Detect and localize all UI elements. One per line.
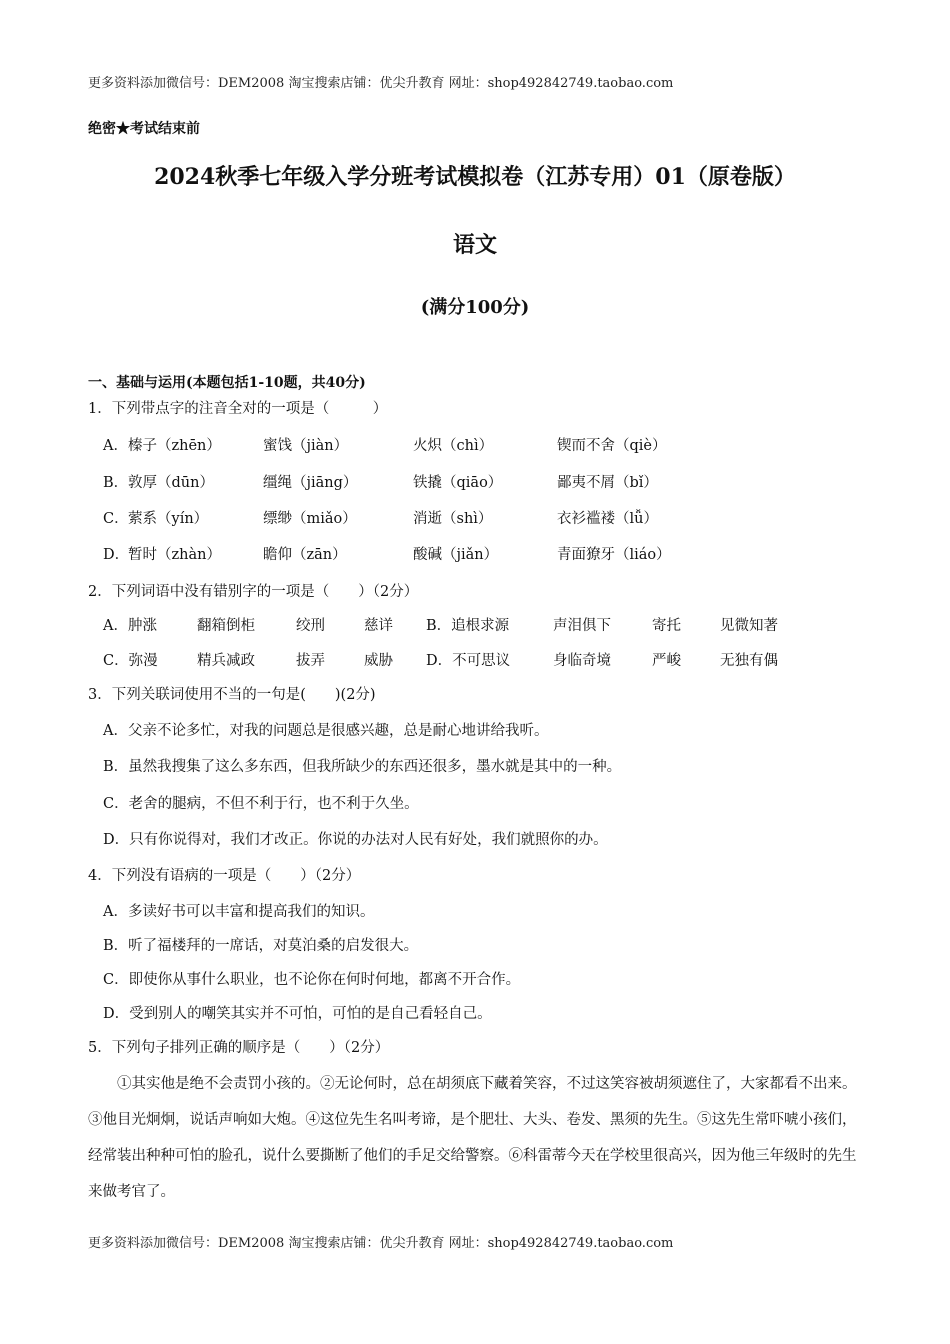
q4-option-b: B．听了福楼拜的一席话，对莫泊桑的启发很大。: [103, 938, 419, 954]
q4-option-a: A．多读好书可以丰富和提高我们的知识。: [103, 904, 375, 920]
q3-option-a: A．父亲不论多忙，对我的问题总是很感兴趣，总是耐心地讲给我听。: [103, 723, 549, 739]
q1-a-4: 锲而不舍（qiè）: [557, 438, 667, 454]
q1-d-label: D．: [103, 547, 130, 563]
q1-a-1: 榛子（zhēn）: [128, 438, 221, 454]
q1-c-4: 衣衫褴褛（lǚ）: [557, 511, 658, 527]
q1-d-4: 青面獠牙（liáo）: [557, 547, 671, 563]
q2-r2-1: 精兵减政: [197, 653, 255, 669]
q2-r1-3: 慈详: [364, 618, 393, 634]
subject-title: 语文: [452, 232, 497, 258]
q2-r1-5: 声泪俱下: [553, 618, 611, 634]
q1-d-2: 瞻仰（zān）: [263, 547, 347, 563]
q2-r1-6: 寄托: [652, 618, 681, 634]
q1-c-2: 缥缈（miǎo）: [263, 511, 357, 527]
question-2-stem: 2．下列词语中没有错别字的一项是（ ）（2分）: [88, 584, 419, 600]
q1-a-label: A．: [103, 438, 128, 454]
full-score: (满分100分): [420, 297, 530, 318]
q1-c-1: 萦系（yín）: [128, 511, 209, 527]
q2-r1-7: 见微知著: [720, 618, 778, 634]
q3-option-d: D．只有你说得对，我们才改正。你说的办法对人民有好处，我们就照你的办。: [103, 832, 608, 848]
q2-r1-0: A．肿涨: [103, 618, 157, 634]
confidential-label: 绝密★考试结束前: [88, 121, 200, 137]
question-3-stem: 3．下列关联词使用不当的一句是( )(2分): [88, 687, 376, 703]
q3-option-b: B．虽然我搜集了这么多东西，但我所缺少的东西还很多，墨水就是其中的一种。: [103, 759, 622, 775]
q1-d-3: 酸碱（jiǎn）: [413, 547, 499, 563]
q1-b-1: 敦厚（dūn）: [128, 475, 214, 491]
question-1-stem: 1．下列带点字的注音全对的一项是（ ）: [88, 401, 388, 417]
exam-title: 2024秋季七年级入学分班考试模拟卷（江苏专用）01（原卷版）: [154, 164, 796, 190]
q1-a-3: 火炽（chì）: [413, 438, 494, 454]
q4-option-d: D．受到别人的嘲笑其实并不可怕，可怕的是自己看轻自己。: [103, 1006, 492, 1022]
q2-r2-3: 威胁: [364, 653, 393, 669]
q1-b-4: 鄙夷不屑（bǐ）: [557, 475, 658, 491]
q2-r2-5: 身临奇境: [553, 653, 611, 669]
q1-b-3: 铁撬（qiāo）: [413, 475, 503, 491]
q2-r2-2: 拔弄: [296, 653, 325, 669]
q2-r1-4: B．追根求源: [426, 618, 510, 634]
q2-r2-6: 严峻: [652, 653, 681, 669]
q4-option-c: C．即使你从事什么职业，也不论你在何时何地，都离不开合作。: [103, 972, 521, 988]
question-5-passage: ①其实他是绝不会责罚小孩的。②无论何时，总在胡须底下藏着笑容，不过这笑容被胡须遮住了，大家都看不出来。③他目光炯炯，说话声响如大炮。④这位先生名叫考谛，是个肥壮、大头、卷发、黑须的先生。⑤这先生常吓唬小孩们，经常装出种种可怕的脸孔，说什么要撕断了他们的手足交给警察。⑥科雷蒂今天在学校里很高兴，因为他三年级时的先生来做考官了。: [88, 1076, 857, 1200]
question-4-stem: 4．下列没有语病的一项是（ ）（2分）: [88, 868, 361, 884]
q1-a-2: 蜜饯（jiàn）: [263, 438, 349, 454]
q1-c-label: C．: [103, 511, 129, 527]
q1-d-1: 暂时（zhàn）: [128, 547, 221, 563]
page-footer: 更多资料添加微信号：DEM2008 淘宝搜索店铺：优尖升教育 网址：shop492842749.taobao.com: [88, 1236, 674, 1251]
q2-r2-4: D．不可思议: [426, 653, 511, 669]
section-heading: 一、基础与运用(本题包括1-10题，共40分): [88, 375, 366, 391]
q1-b-2: 缰绳（jiāng）: [263, 475, 358, 491]
q2-r2-0: C．弥漫: [103, 653, 158, 669]
q2-r2-7: 无独有偶: [720, 653, 778, 669]
q1-c-3: 消逝（shì）: [413, 511, 493, 527]
page-header: 更多资料添加微信号：DEM2008 淘宝搜索店铺：优尖升教育 网址：shop492842749.taobao.com: [88, 76, 674, 91]
q3-option-c: C．老舍的腿病，不但不利于行，也不利于久坐。: [103, 796, 419, 812]
q2-r1-1: 翻箱倒柜: [197, 618, 255, 634]
q2-r1-2: 绞刑: [296, 618, 325, 634]
question-5-stem: 5．下列句子排列正确的顺序是（ ）（2分）: [88, 1040, 390, 1056]
q1-b-label: B．: [103, 475, 129, 491]
